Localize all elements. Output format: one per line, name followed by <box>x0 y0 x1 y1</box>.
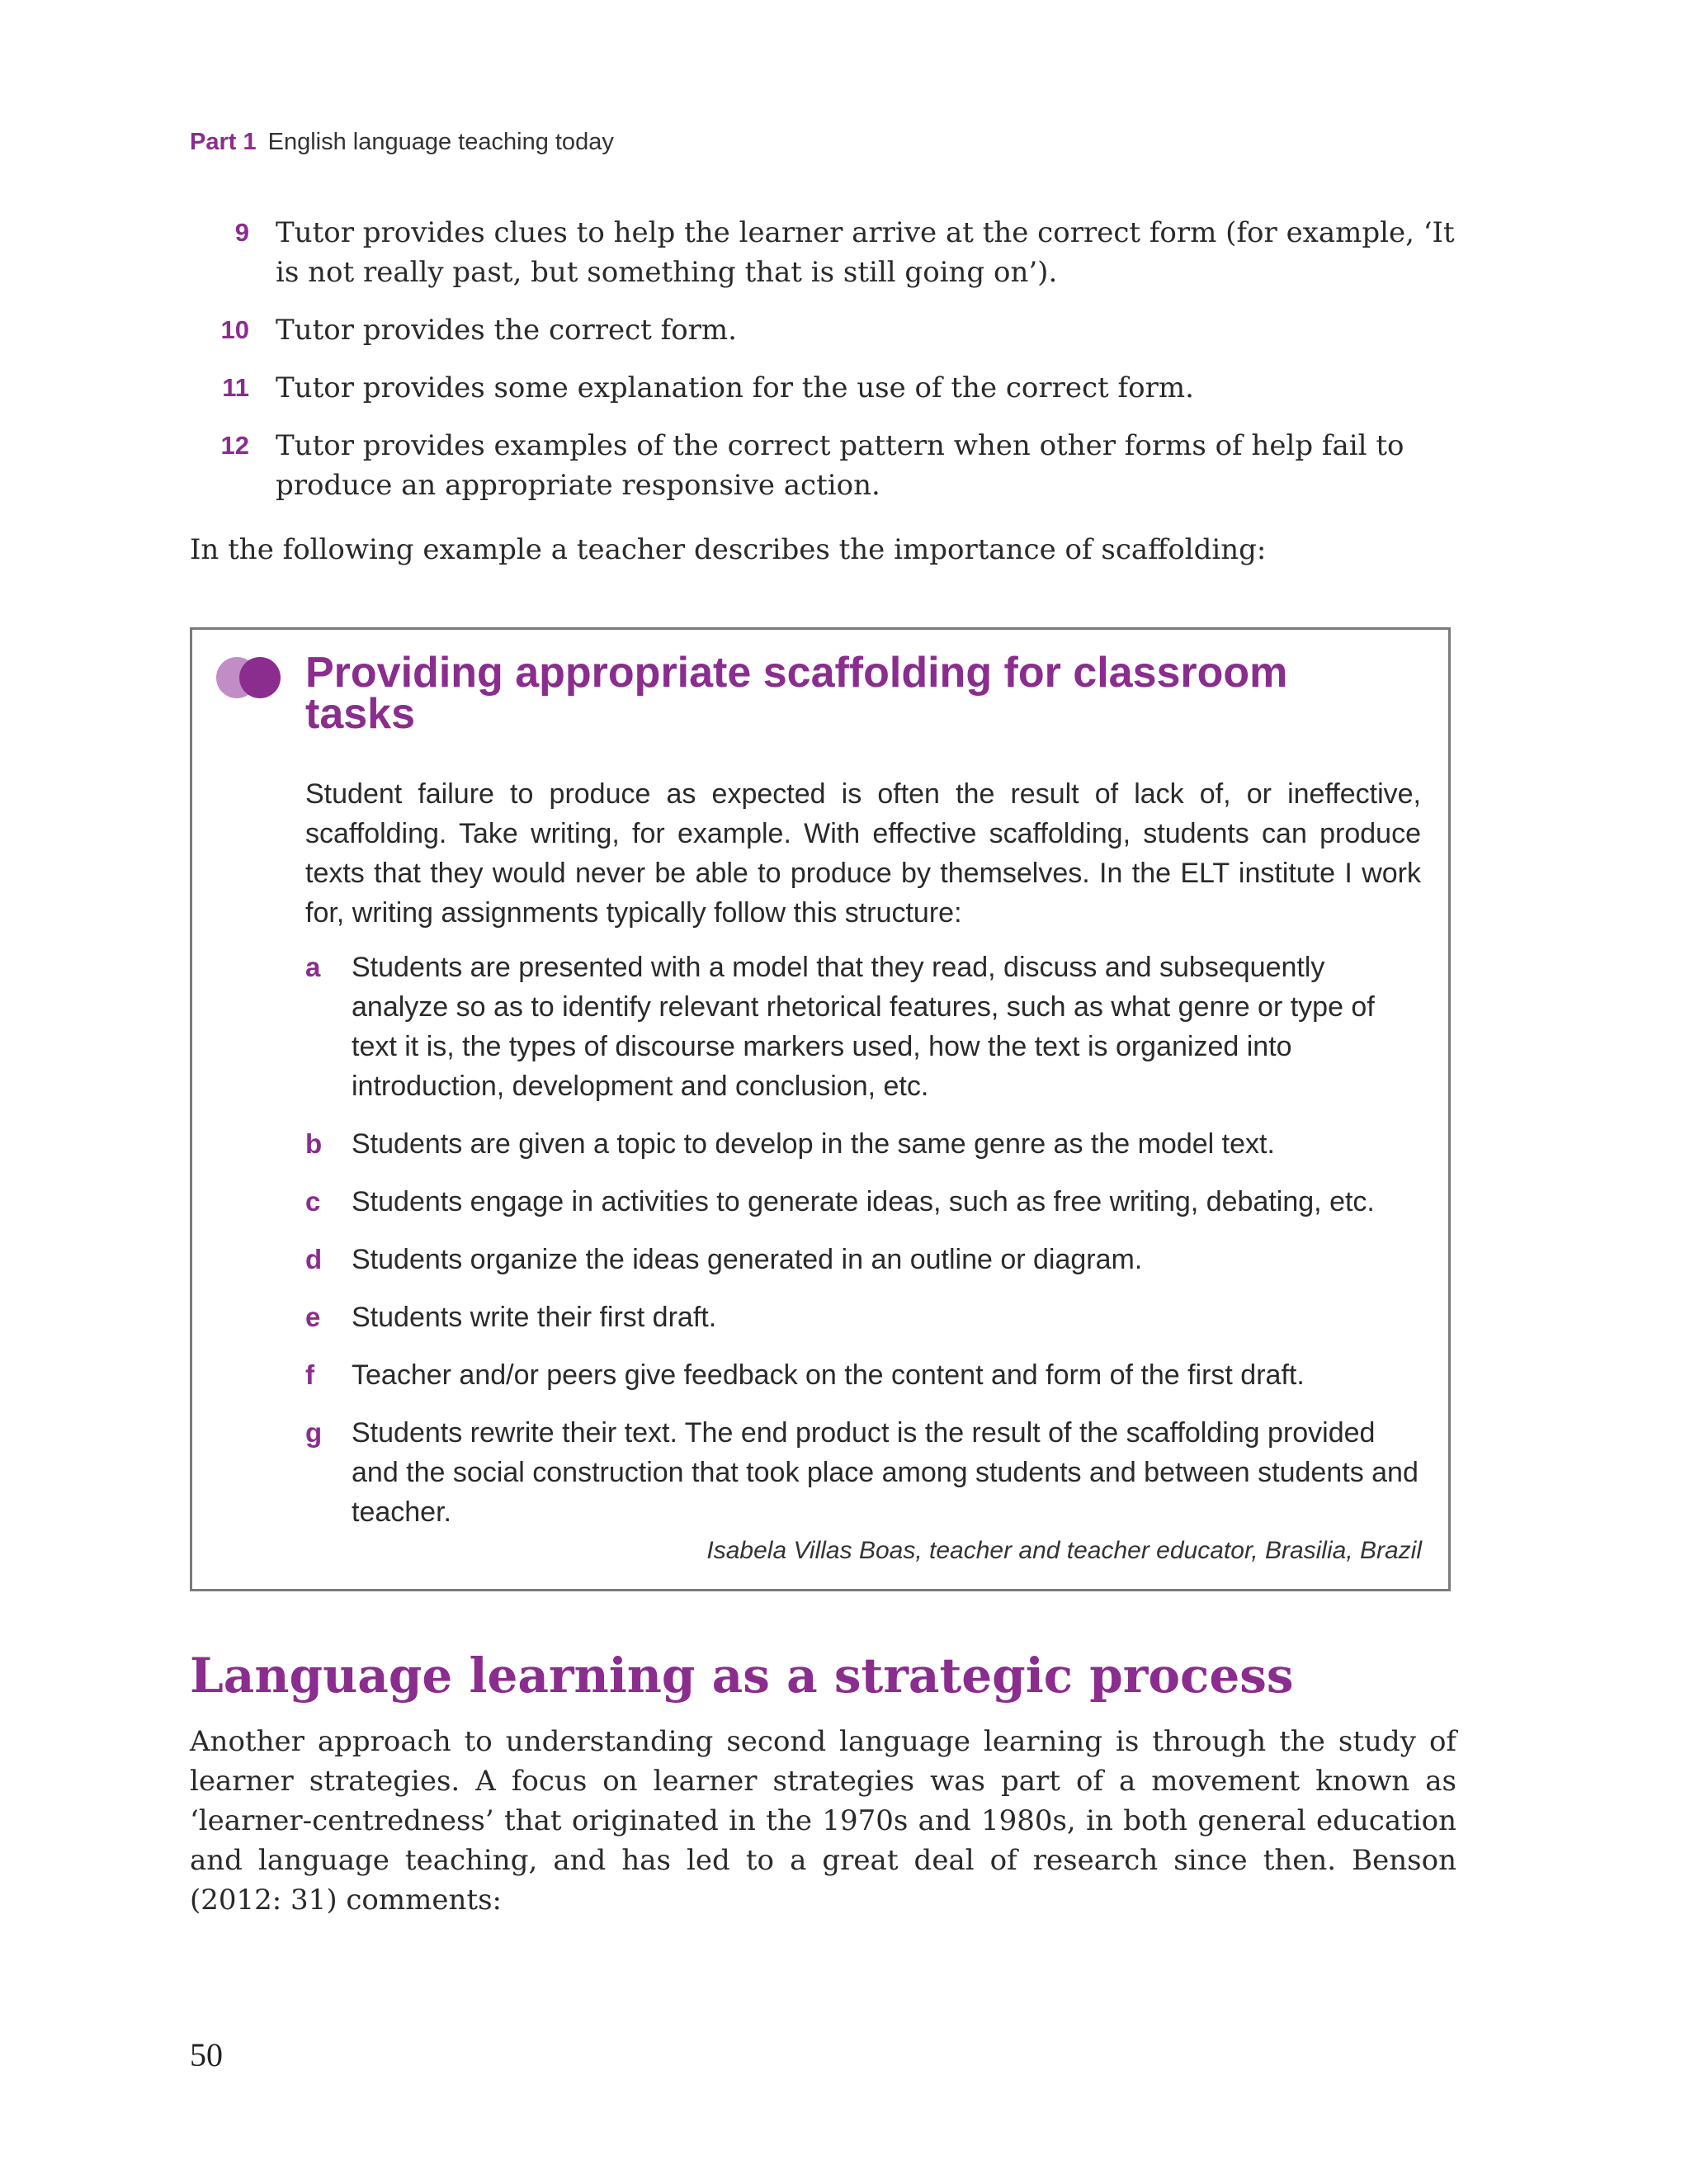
item-letter: a <box>305 952 321 982</box>
item-number: 10 <box>220 315 249 344</box>
page-number: 50 <box>190 2036 223 2073</box>
list-item <box>305 1298 1421 1337</box>
list-item <box>305 1413 1421 1532</box>
double-circle-icon <box>216 657 289 700</box>
list-item <box>305 1182 1421 1222</box>
item-text: Students engage in activities to generate ideas, such as free writing, debating, etc. <box>352 1186 1375 1217</box>
item-letter: d <box>305 1244 323 1274</box>
section-paragraph: Another approach to understanding second language learning is through the study of learner strategies. A focus on learner strategies was part of a movement known as ‘learner-centredness’ that originated in the 1970s and 1980s, in both general education and language teaching, and has led to a great deal of research since then. Benson (2012: 31) comments: <box>190 1725 1456 1917</box>
list-item <box>305 948 1421 1106</box>
intro-paragraph: In the following example a teacher describes the importance of scaffolding: <box>190 533 1267 566</box>
lettered-list <box>305 948 1421 1550</box>
item-text: Tutor provides the correct form. <box>276 314 737 347</box>
item-letter: f <box>305 1359 314 1390</box>
item-text: Tutor provides some explanation for the use of the correct form. <box>276 371 1194 404</box>
item-text: Students are presented with a model that they read, discuss and subsequently analyze so as to identify relevant rhetorical features, such as what genre or type of text it is, the types of discourse markers used, how the text is organized into introduction, development and conclusion, etc. <box>352 952 1375 1102</box>
item-number: 12 <box>220 431 249 460</box>
item-text: Students organize the ideas generated in an outline or diagram. <box>352 1244 1143 1275</box>
dark-circle <box>239 657 281 698</box>
item-text: Teacher and/or peers give feedback on the content and form of the first draft. <box>352 1359 1305 1391</box>
item-text: Tutor provides clues to help the learner arrive at the correct form (for example, ‘It is not really past, but something that is still going on’). <box>276 216 1455 289</box>
item-text: Students are given a topic to develop in the same genre as the model text. <box>352 1128 1275 1160</box>
list-item <box>305 1240 1421 1279</box>
part-label: Part 1 <box>190 129 257 155</box>
item-number: 9 <box>234 218 249 247</box>
list-item <box>190 310 1456 350</box>
item-number: 11 <box>222 373 249 402</box>
list-item <box>305 1355 1421 1395</box>
item-text: Students rewrite their text. The end product is the result of the scaffolding provided and the social construction that took place among students and between students and teacher. <box>352 1417 1419 1528</box>
item-text: Tutor provides examples of the correct pattern when other forms of help fail to produce an appropriate responsive action. <box>276 429 1404 502</box>
list-item <box>190 426 1456 505</box>
item-letter: g <box>305 1417 323 1448</box>
attribution: Isabela Villas Boas, teacher and teacher educator, Brasilia, Brazil <box>706 1537 1422 1564</box>
part-title: English language teaching today <box>267 129 614 155</box>
numbered-list <box>190 213 1456 523</box>
item-letter: b <box>305 1128 323 1159</box>
list-item <box>190 213 1456 292</box>
running-head <box>190 129 614 156</box>
item-text: Students write their first draft. <box>352 1302 717 1333</box>
list-item <box>190 368 1456 408</box>
item-letter: e <box>305 1302 321 1332</box>
box-title: Providing appropriate scaffolding for classroom tasks <box>305 649 1288 738</box>
section-heading: Language learning as a strategic process <box>190 1647 1294 1704</box>
item-letter: c <box>305 1186 321 1217</box>
list-item <box>305 1124 1421 1164</box>
box-paragraph: Student failure to produce as expected is often the result of lack of, or ineffective, scaffolding. Take writing, for example. With effective scaffolding, students can produce texts that they would never be able to produce by themselves. In the ELT institute I work for, writing assignments typically follow this structure: <box>305 778 1421 929</box>
